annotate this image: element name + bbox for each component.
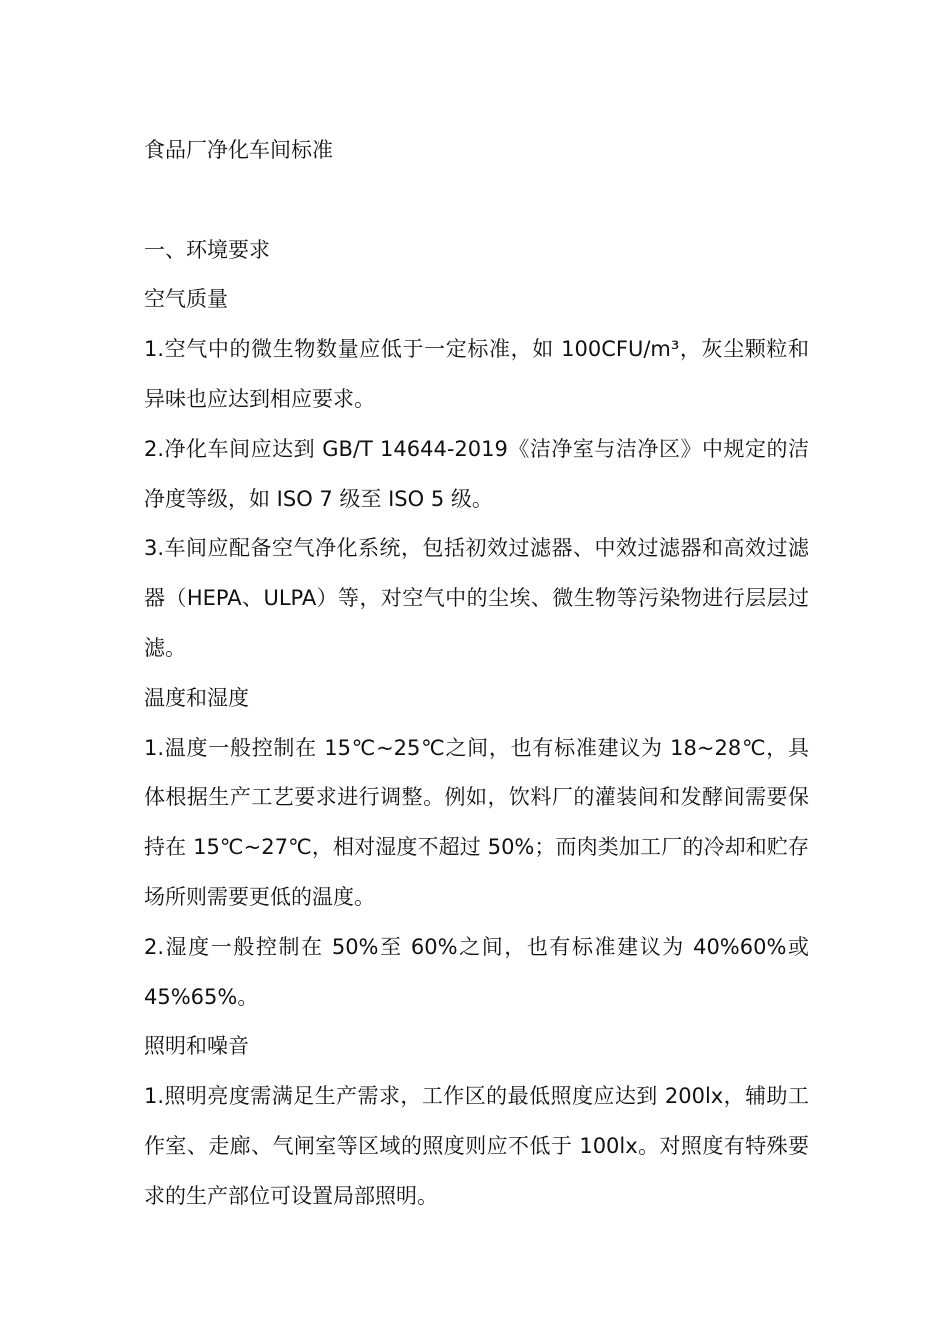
paragraph-humidity: 2.湿度一般控制在 50%至 60%之间，也有标准建议为 40%60%或45%65%。 (144, 934, 809, 1009)
paragraph-lighting: 1.照明亮度需满足生产需求，工作区的最低照度应达到 200lx，辅助工作室、走廊、气闸室等区域的照度则应不低于 100lx。对照度有特殊要求的生产部位可设置局部照明。 (144, 1084, 809, 1208)
paragraph-air-1: 1.空气中的微生物数量应低于一定标准，如 100CFU/m³，灰尘颗粒和异味也应达到相应要求。 (144, 337, 809, 411)
paragraph-temperature: 1.温度一般控制在 15℃~25℃之间，也有标准建议为 18~28℃，具体根据生产工艺要求进行调整。例如，饮料厂的灌装间和发酵间需要保持在 15℃~27℃，相对湿度不超过 50%；而肉类加工厂的冷却和贮存场所则需要更低的温度。 (144, 735, 809, 909)
document-page (144, 126, 809, 1222)
subheading-air-quality: 空气质量 (144, 287, 228, 312)
section-heading-environment: 一、环境要求 (144, 237, 270, 262)
subheading-temperature-humidity: 温度和湿度 (144, 685, 249, 710)
paragraph-air-3: 3.车间应配备空气净化系统，包括初效过滤器、中效过滤器和高效过滤器（HEPA、ULPA）等，对空气中的尘埃、微生物等污染物进行层层过滤。 (144, 536, 809, 660)
document-title: 食品厂净化车间标准 (144, 138, 333, 162)
paragraph-air-2: 2.净化车间应达到 GB/T 14644-2019《洁净室与洁净区》中规定的洁净度等级，如 ISO 7 级至 ISO 5 级。 (144, 436, 809, 511)
subheading-lighting-noise: 照明和噪音 (144, 1034, 249, 1059)
